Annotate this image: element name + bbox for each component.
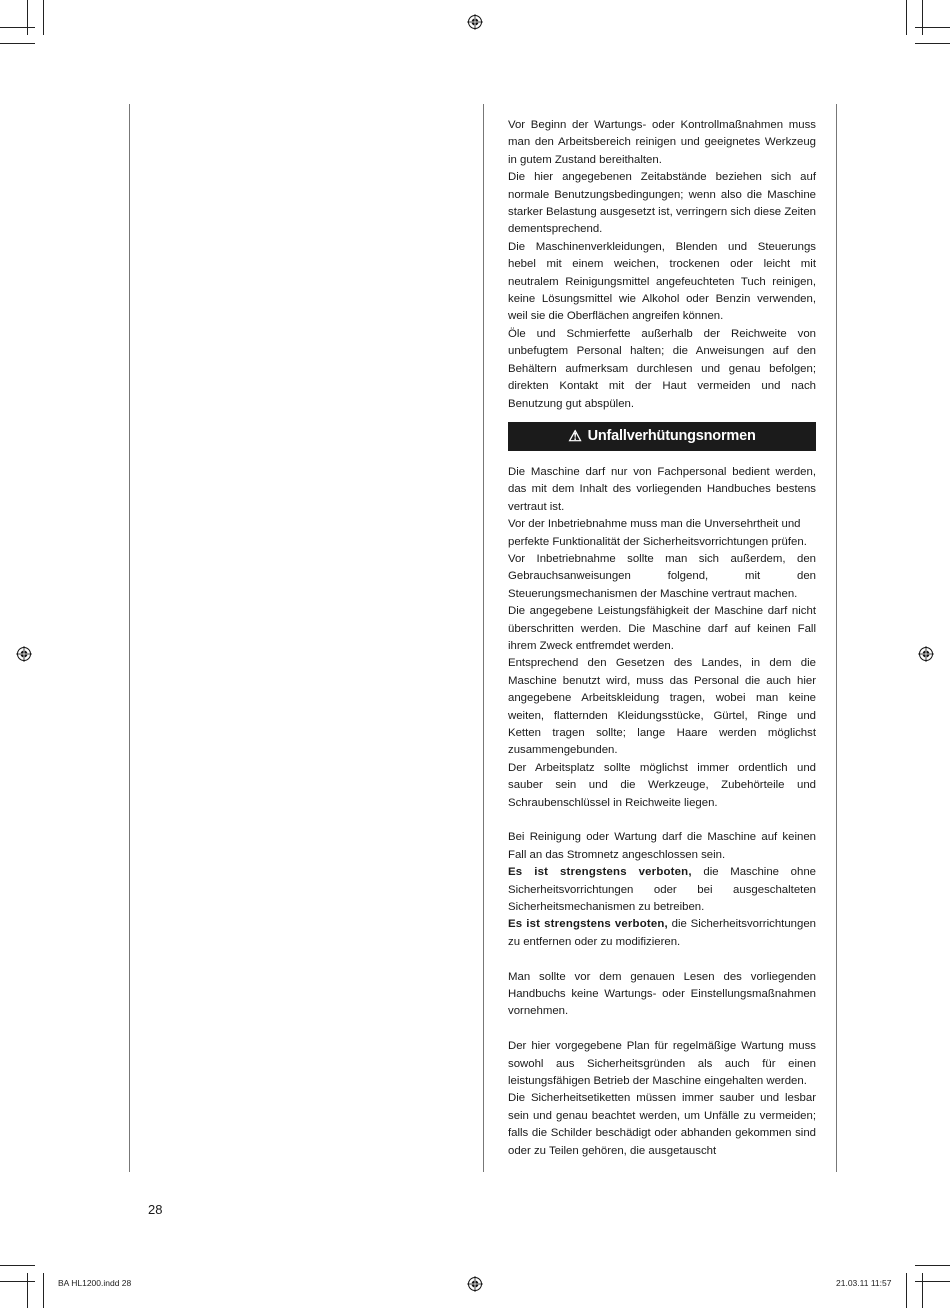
crop-mark: [915, 1281, 950, 1282]
prohibition-text: die Maschine ohne Sicherheitsvorrichtungen oder bei ausgeschalteten Sicherheitsmechanismen zu betreiben.: [508, 866, 816, 914]
paragraph: Entsprechend den Gesetzen des Landes, in dem die Maschine benutzt wird, muss das Personal die auch hier angegebene Arbeitskleidung tragen, wobei man keine weiten, flatternden Kleidungsstücke, Gürtel, Ringe und Ketten tragen sollte; lange Haare werden möglichst zusammengebunden.: [508, 657, 816, 757]
crop-mark: [906, 0, 907, 35]
paragraph: Man sollte vor dem genauen Lesen des vorliegenden Handbuchs keine Wartungs- oder Einstellungsmaßnahmen vornehmen.: [508, 970, 816, 1018]
column-rule: [129, 104, 130, 1172]
paragraph: Vor der Inbetriebnahme muss man die Unversehrtheit und perfekte Funktionalität der Sicherheitsvorrichtungen prüfen.: [508, 518, 807, 548]
paragraph: Die Maschine darf nur von Fachpersonal bedient werden, das mit dem Inhalt des vorliegenden Handbuches bestens vertraut ist.: [508, 465, 816, 513]
page-number: 28: [148, 1202, 163, 1217]
registration-mark-icon: [467, 1276, 483, 1292]
registration-mark-icon: [918, 646, 934, 662]
print-slug-right: 21.03.11 11:57: [836, 1278, 892, 1288]
prohibition-paragraph: [508, 864, 816, 916]
crop-mark: [922, 1273, 923, 1308]
paragraph: Die Maschinenverkleidungen, Blenden und Steuerungs hebel mit einem weichen, trockenen oder leicht mit neutralem Reinigungsmittel angefeuchteten Tuch reinigen, keine Lösungsmittel wie Alkohol oder Benzin verwenden, weil sie die Oberflächen angreifen können.: [508, 240, 816, 323]
prohibition-text: die Sicherheitsvorrichtungen zu entfernen oder zu modifizieren.: [508, 918, 816, 948]
paragraph: Die Sicherheitsetiketten müssen immer sauber und lesbar sein und genau beachtet werden, um Unfälle zu vermeiden; falls die Schilder beschädigt oder abhanden gekommen sind oder zu Teilen gehören, die ausgetauscht: [508, 1092, 816, 1157]
spacer: [508, 812, 816, 829]
prohibition-paragraph: [508, 916, 816, 951]
section-heading: Unfallverhütungsnormen: [587, 427, 756, 444]
spacer: [508, 951, 816, 968]
registration-mark-icon: [467, 14, 483, 30]
crop-mark: [0, 1265, 35, 1266]
prohibition-label: Es ist strengstens verboten,: [508, 866, 692, 879]
crop-mark: [915, 1265, 950, 1266]
crop-mark: [27, 0, 28, 35]
spacer: [508, 1021, 816, 1038]
crop-mark: [922, 0, 923, 35]
paragraph: Vor Beginn der Wartungs- oder Kontrollmaßnahmen muss man den Arbeitsbereich reinigen und geeignetes Werkzeug in gutem Zustand bereithalten.: [508, 119, 816, 166]
crop-mark: [915, 43, 950, 44]
crop-mark: [906, 1273, 907, 1308]
crop-mark: [0, 43, 35, 44]
text-column: [508, 117, 816, 1160]
print-slug-left: BA HL1200.indd 28: [58, 1278, 132, 1288]
paragraph: Bei Reinigung oder Wartung darf die Maschine auf keinen Fall an das Stromnetz angeschlossen sein.: [508, 831, 816, 861]
paragraph: Der Arbeitsplatz sollte möglichst immer ordentlich und sauber sein und die Werkzeuge, Zubehörteile und Schraubenschlüssel in Reichweite liegen.: [508, 761, 816, 809]
paragraph: Der hier vorgegebene Plan für regelmäßige Wartung muss sowohl aus Sicherheitsgründen als auch für einen leistungsfähigen Betrieb der Maschine eingehalten werden.: [508, 1040, 816, 1088]
column-rule: [836, 104, 837, 1172]
column-rule: [483, 104, 484, 1172]
crop-mark: [0, 27, 35, 28]
registration-mark-icon: [16, 646, 32, 662]
crop-mark: [915, 27, 950, 28]
crop-mark: [43, 1273, 44, 1308]
crop-mark: [27, 1273, 28, 1308]
section-heading-banner: [508, 422, 816, 451]
paragraph: Die angegebene Leistungsfähigkeit der Maschine darf nicht überschritten werden. Die Maschine darf auf keinen Fall ihrem Zweck entfremdet werden.: [508, 605, 816, 652]
crop-mark: [0, 1281, 35, 1282]
paragraph: Die hier angegebenen Zeitabstände beziehen sich auf normale Benutzungsbedingungen; wenn also die Maschine starker Belastung ausgesetzt ist, verringern sich diese Zeiten dementsprechend.: [508, 171, 816, 236]
prohibition-label: Es ist strengstens verboten,: [508, 918, 668, 931]
paragraph: Vor Inbetriebnahme sollte man sich außerdem, den Gebrauchsanweisungen folgend, mit den Steuerungsmechanismen der Maschine vertraut machen.: [508, 552, 816, 600]
warning-triangle-icon: ⚠: [568, 427, 582, 445]
paragraph: Öle und Schmierfette außerhalb der Reichweite von unbefugtem Personal halten; die Anweisungen auf den Behältern aufmerksam durchlesen und genau befolgen; direkten Kontakt mit der Haut vermeiden und nach Benutzung gut abspülen.: [508, 327, 816, 410]
crop-mark: [43, 0, 44, 35]
